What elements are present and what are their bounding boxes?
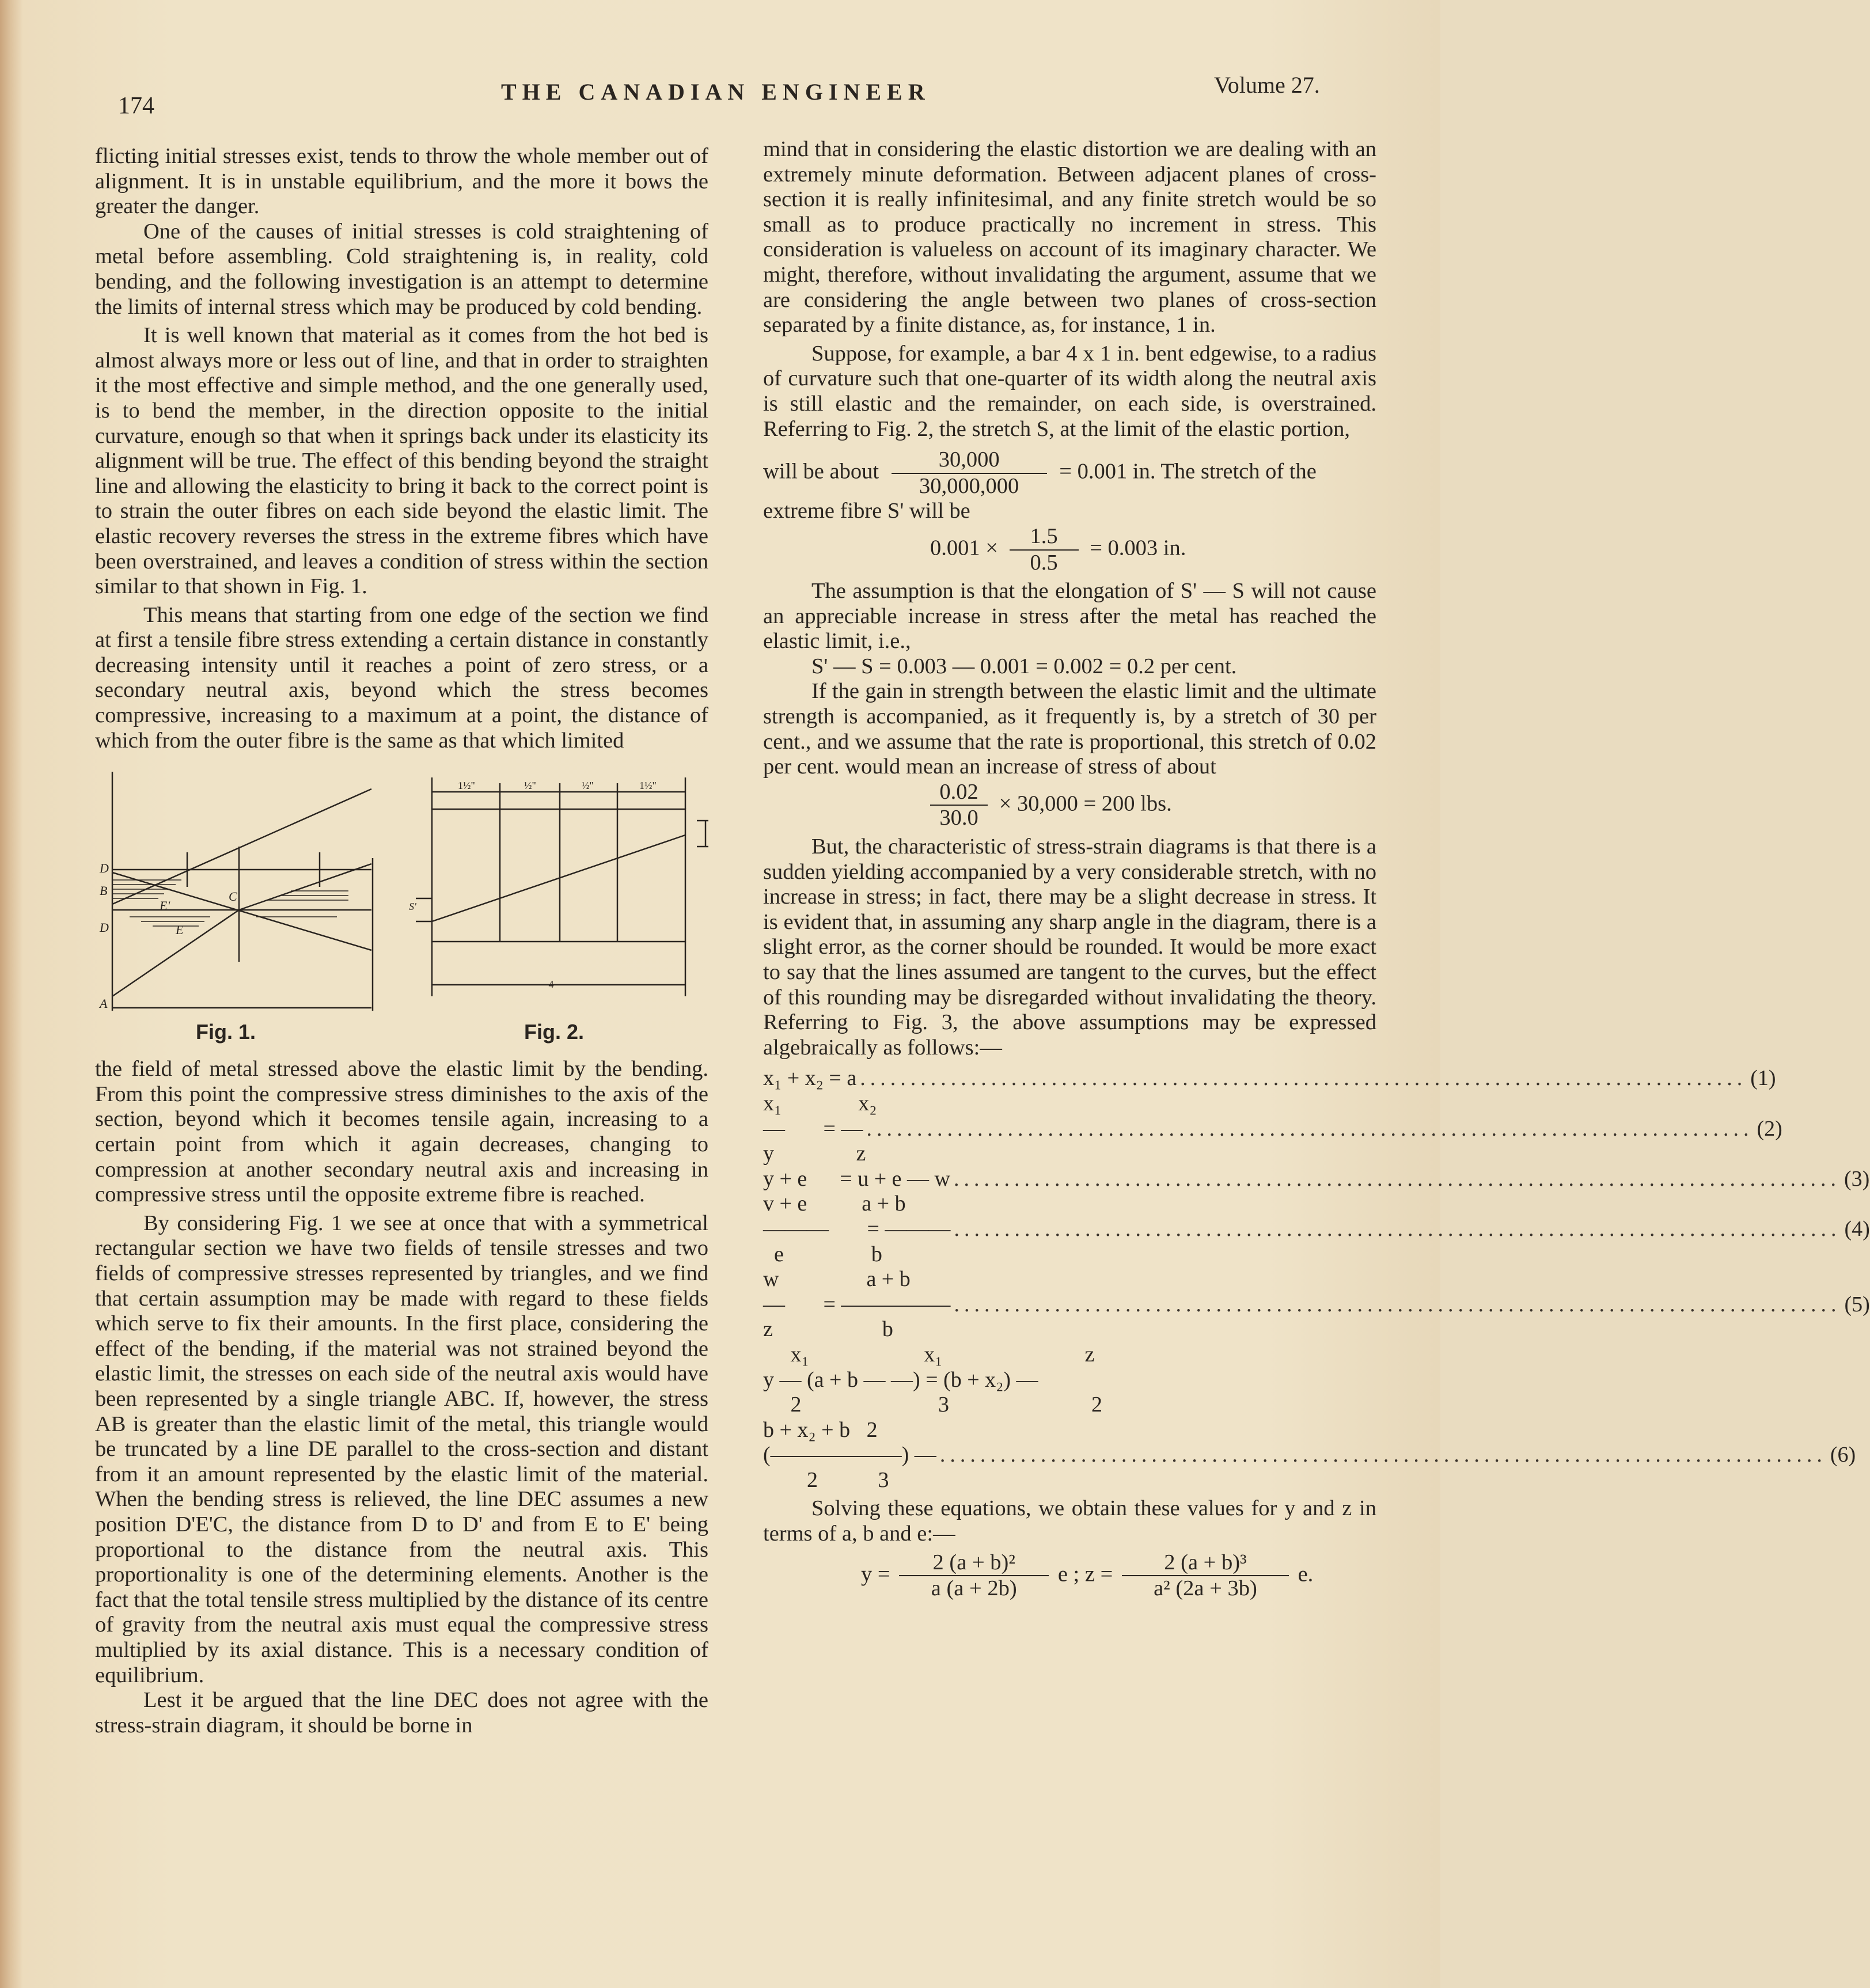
paragraph: One of the causes of initial stresses is cold straightening of metal before assembling. Cold straightening is, in reality, cold bending, and the following investigation is an attempt to determine the limits of internal stress which may be produced by cold bending. (95, 219, 708, 319)
paragraph: Suppose, for example, a bar 4 x 1 in. bent edgewise, to a radius of curvature such that one-quarter of its width along the neutral axis is still elastic and the remainder, on each side, is overstrained. Referring to Fig. 2, the stretch S, at the limit of the elastic portion, (763, 341, 1376, 441)
equation-text: x₁ + x₂ = a (763, 1066, 857, 1091)
equation-text: ——— = ——— (763, 1216, 951, 1241)
fig1-label: D (100, 920, 109, 935)
equation-number: (5) (1844, 1292, 1870, 1317)
equation-lead: extreme fibre S' will be (763, 499, 970, 523)
paragraph: flicting initial stresses exist, tends to throw the whole member out of alignment. It is in unstable equilibrium, and the more it bows the greater the danger. (95, 144, 708, 219)
equation-row: (——————) — ........................................................................................ (6) (763, 1443, 1856, 1467)
fig2-dimension: ½" (582, 780, 594, 792)
equation-list (763, 1066, 1870, 1493)
fig2-caption: Fig. 2. (524, 1020, 585, 1044)
equation-lead: will be about (763, 459, 879, 484)
fig2-dimension: ½" (524, 780, 536, 792)
equation-stretch (763, 447, 1376, 499)
fraction-denominator: 0.5 (1030, 550, 1058, 575)
equation-text: 2 3 (763, 1467, 889, 1492)
fig2-label: S' (409, 901, 416, 913)
equation-text: x₁ x₂ (763, 1091, 877, 1116)
fraction-denominator: a² (2a + 3b) (1154, 1576, 1257, 1601)
figures-block (95, 766, 708, 1045)
fraction-numerator: 0.02 (930, 780, 988, 806)
fraction-numerator: 2 (a + b)³ (1122, 1550, 1289, 1577)
equation-text: x₁ x₁ z (763, 1342, 1095, 1367)
paragraph: Lest it be argued that the line DEC does not agree with the stress-strain diagram, it should be borne in (95, 1688, 708, 1737)
paragraph: Solving these equations, we obtain these values for y and z in terms of a, b and e:— (763, 1496, 1376, 1546)
paragraph: If the gain in strength between the elastic limit and the ultimate strength is accompanied, as it frequently is, by a stretch of 30 per cent., and we assume that the rate is proportional, this stretch of 0.02 per cent. would mean an increase of stress of about (763, 679, 1376, 779)
equation-row: y + e = u + e — w ........................................................................................ (3) (763, 1166, 1870, 1191)
equation-text: w a + b (763, 1267, 911, 1292)
fig1-label: C (229, 889, 237, 904)
equation-text: e b (763, 1242, 882, 1266)
fig2-diagram (409, 766, 708, 1014)
equation-tail: = 0.001 in. The stretch of the (1059, 459, 1317, 484)
fig2-dimension: — 4 — (536, 978, 567, 991)
left-column (95, 144, 708, 1738)
paragraph: the field of metal stressed above the elastic limit by the bending. From this point the compressive stress diminishes to the axis of the section, beyond which it becomes tensile again, increasing to a certain point from which it again decreases, changing to compression at another secondary neutral axis and increasing in compressive stress until the opposite extreme fibre is reached. (95, 1057, 708, 1207)
fig1-label: B (100, 883, 108, 898)
equation-lead: y = (861, 1562, 890, 1587)
fraction-numerator: 1.5 (1010, 524, 1079, 551)
fraction-numerator: 30,000 (892, 447, 1047, 474)
fraction (892, 447, 1047, 499)
fig2-dimension: 1½" (458, 780, 475, 792)
fraction (899, 1550, 1049, 1602)
fig1-label: E' (160, 898, 170, 913)
fraction-denominator: 30,000,000 (919, 473, 1019, 498)
fig1-label: D (100, 861, 109, 876)
equation-row: — = — ........................................................................................ (2) (763, 1116, 1782, 1141)
equation-text: e ; z = (1057, 1562, 1113, 1587)
equation-text: z b (763, 1317, 893, 1342)
page-number: 174 (118, 93, 154, 119)
fraction-denominator: 30.0 (939, 806, 978, 830)
equation-number: (2) (1757, 1116, 1782, 1141)
right-column (763, 137, 1870, 1602)
fraction (1010, 524, 1079, 575)
paragraph: By considering Fig. 1 we see at once that with a symmetrical rectangular section we have two fields of tensile stresses and two fields of compressive stresses represented by triangles, and we find that certain assumption may be made with regard to these fields which serve to fix their amounts. In the first place, considering the effect of the bending, if the material was not strained beyond the elastic limit, the stresses on each side of the neutral axis would have been represented by a single triangle ABC. If, however, the stress AB is greater than the elastic limit of the metal, this triangle would be truncated by a line DE parallel to the cross-section and distant from it an amount represented by the elastic limit of the material. When the bending stress is relieved, the line DEC assumes a new position D'E'C, the distance from D to D' and from E to E' being proportional to the distance from the neutral axis. This proportionality is one of the determining elements. Another is the fact that the total tensile stress multiplied by the distance of its centre of gravity from the neutral axis must equal the compressive stress multiplied by its axial distance. This is a necessary condition of equilibrium. (95, 1211, 708, 1687)
equation-solution (763, 1550, 1376, 1602)
fraction-numerator: 2 (a + b)² (899, 1550, 1049, 1577)
equation-text: y — (a + b — —) = (b + x₂) — (763, 1367, 1038, 1392)
equation-text: (——————) — (763, 1443, 936, 1467)
equation-text: y z (763, 1141, 866, 1166)
equation-tail: × 30,000 = 200 lbs. (999, 791, 1172, 816)
equation-text: v + e a + b (763, 1192, 906, 1216)
paragraph: This means that starting from one edge of the section we find at first a tensile fibre stress extending a certain distance in constantly decreasing intensity until it reaches a point of zero stress, or a secondary neutral axis, beyond which the stress becomes compressive, increasing to a maximum at a point, the distance of which from the outer fibre is the same as that which limited (95, 602, 708, 753)
equation-row: ——— = ——— ........................................................................................ (4) (763, 1216, 1870, 1241)
equation-elongation: S' — S = 0.003 — 0.001 = 0.002 = 0.2 per cent. (811, 654, 1237, 678)
paragraph: The assumption is that the elongation of S' — S will not cause an appreciable increase in stress after the metal has reached the elastic limit, i.e., (763, 579, 1376, 654)
paragraph: But, the characteristic of stress-strain diagrams is that there is a sudden yielding accompanied by a very considerable stretch, with no increase in stress; in fact, there may be a slight decrease in stress. It is evident that, in assuming any sharp angle in the diagram, there is a slight error, as the corner should be rounded. It would be more exact to say that the lines assumed are tangent to the curves, but the effect of this rounding may be disregarded without invalidating the theory. Referring to Fig. 3, the above assumptions may be expressed algebraically as follows:— (763, 834, 1376, 1060)
equation-number: (6) (1830, 1443, 1856, 1467)
equation-text: b + x₂ + b 2 (763, 1417, 878, 1442)
paragraph: mind that in considering the elastic distortion we are dealing with an extremely minute deformation. Between adjacent planes of cross-section it is really infinitesimal, and any finite stretch would be so small as to produce practically no increment in stress. This consideration is valueless on account of its imaginary character. We might, therefore, without invalidating the argument, assume that we are considering the angle between two planes of cross-section separated by a finite distance, as, for instance, 1 in. (763, 137, 1376, 337)
fraction (1122, 1550, 1289, 1602)
fraction-denominator: a (a + 2b) (931, 1576, 1017, 1601)
equation-text: y + e = u + e — w (763, 1166, 950, 1191)
equation-tail: = 0.003 in. (1090, 536, 1186, 560)
paragraph: It is well known that material as it comes from the hot bed is almost always more or less out of line, and that in order to straighten it the most effective and simple method, and the one generally used, is to bend the member, in the direction opposite to the initial curvature, enough so that when it springs back under its elasticity its alignment will be true. The effect of this bending beyond the straight line and allowing the elasticity to bring it back to the correct point is to strain the outer fibres on each side beyond the elastic limit. The elastic recovery reverses the stress in the extreme fibres which have been overstrained, and leaves a condition of stress within the section similar to that shown in Fig. 1. (95, 323, 708, 599)
equation-tail: e. (1298, 1562, 1314, 1587)
equation-text: — = — (763, 1116, 863, 1141)
journal-title: THE CANADIAN ENGINEER (501, 79, 931, 105)
equation-stress-increase (763, 780, 1376, 831)
equation-text: 2 3 2 (763, 1393, 1102, 1417)
equation-text: — = ————— (763, 1292, 951, 1317)
volume-label: Volume 27. (1214, 72, 1320, 98)
running-header (0, 69, 1440, 119)
equation-extreme-fibre (763, 524, 1376, 575)
fig1-label: A (100, 996, 108, 1011)
fig1-caption: Fig. 1. (196, 1020, 256, 1044)
equation-number: (3) (1844, 1166, 1870, 1191)
fig1-label: E (176, 923, 184, 938)
equation-lead: 0.001 × (930, 536, 998, 560)
equation-row: x₁ + x₂ = a ........................................................................................ (1) (763, 1066, 1776, 1091)
fig2-dimension: 1½" (639, 780, 657, 792)
fraction (930, 780, 988, 831)
fig1-diagram (95, 766, 395, 1014)
equation-row: — = ————— ........................................................................................ (5) (763, 1292, 1870, 1317)
equation-number: (4) (1844, 1216, 1870, 1241)
equation-number: (1) (1750, 1066, 1776, 1091)
